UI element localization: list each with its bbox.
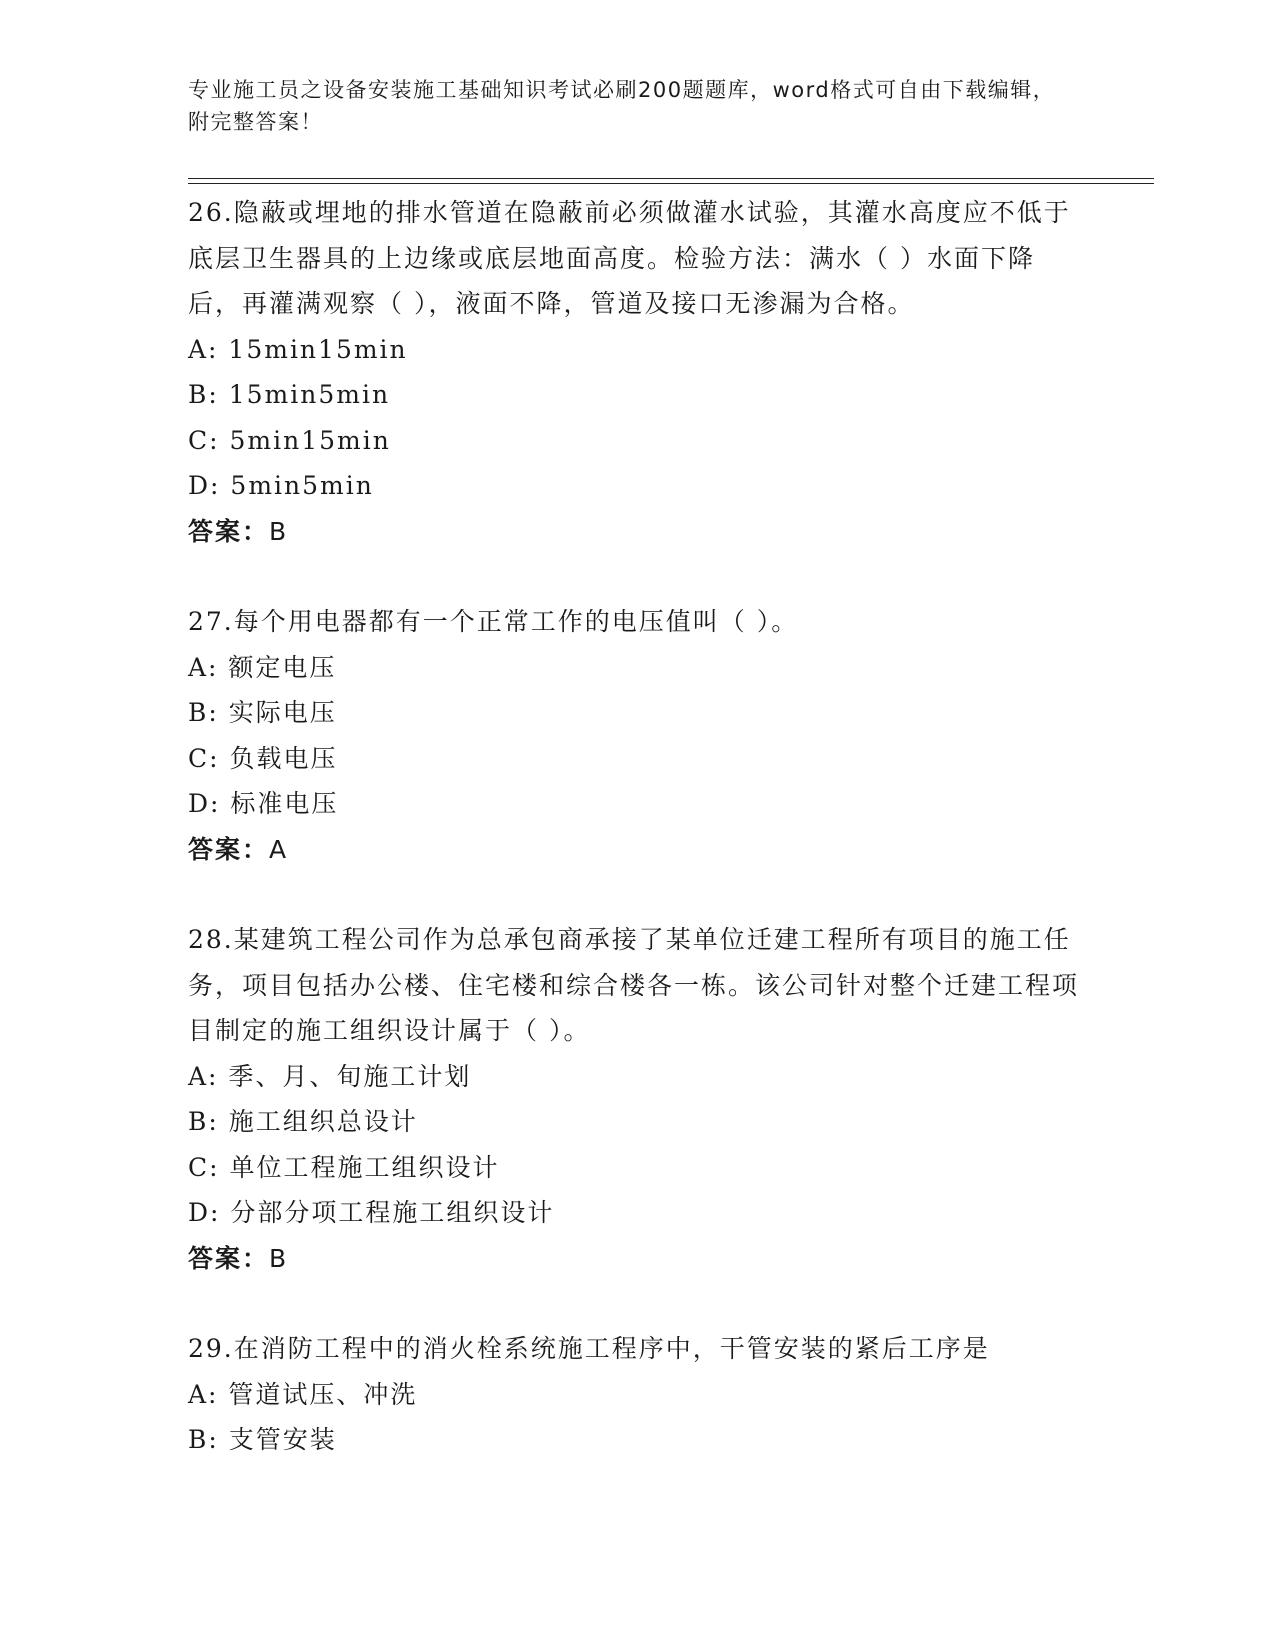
question-28 — [188, 917, 1088, 1281]
answer-label: 答案： — [188, 516, 270, 546]
option-c: C: 5min15min — [188, 425, 391, 455]
option-d: D: 分部分项工程施工组织设计 — [188, 1198, 555, 1227]
option-b: B: 实际电压 — [188, 698, 337, 727]
header-divider-top — [188, 178, 1154, 179]
document-title: 专业施工员之设备安装施工基础知识考试必刷200题题库，word格式可自由下载编辑，附完整答案！ — [188, 78, 1056, 134]
option-a: A: 额定电压 — [188, 652, 337, 682]
answer-label: 答案： — [188, 1243, 270, 1273]
answer-line — [188, 827, 1088, 873]
option-a: A: 15min15min — [188, 334, 408, 364]
question-27 — [188, 599, 1088, 872]
option-a: A: 管道试压、冲洗 — [188, 1379, 418, 1409]
option-d: D: 5min5min — [188, 471, 374, 500]
option-a: A: 季、月、旬施工计划 — [188, 1061, 472, 1091]
question-text: 27.每个用电器都有一个正常工作的电压值叫（ ）。 — [188, 607, 799, 636]
question-29 — [188, 1326, 1088, 1463]
answer-line — [188, 509, 1088, 555]
option-b: B: 施工组织总设计 — [188, 1107, 418, 1136]
option-b: B: 支管安装 — [188, 1425, 337, 1454]
header-divider-bottom — [188, 183, 1154, 184]
option-c: C: 负载电压 — [188, 743, 338, 773]
answer-line — [188, 1236, 1088, 1282]
answer-value: A — [269, 834, 289, 864]
question-list — [188, 190, 1088, 1508]
question-text: 26.隐蔽或埋地的排水管道在隐蔽前必须做灌水试验，其灌水高度应不低于底层卫生器具的上边缘或底层地面高度。检验方法：满水（ ）水面下降后，再灌满观察（ ），液面不降，管道及接口无渗漏为合格。 — [188, 198, 1071, 318]
option-b: B: 15min5min — [188, 380, 391, 409]
option-c: C: 单位工程施工组织设计 — [188, 1152, 500, 1182]
document-header — [188, 74, 1068, 138]
answer-value: B — [269, 516, 289, 546]
answer-label: 答案： — [188, 834, 270, 864]
question-text: 29.在消防工程中的消火栓系统施工程序中，干管安装的紧后工序是 — [188, 1334, 990, 1363]
question-26 — [188, 190, 1088, 554]
question-text: 28.某建筑工程公司作为总承包商承接了某单位迁建工程所有项目的施工任务，项目包括办公楼、住宅楼和综合楼各一栋。该公司针对整个迁建工程项目制定的施工组织设计属于（ ）。 — [188, 925, 1080, 1045]
option-d: D: 标准电压 — [188, 789, 339, 818]
answer-value: B — [269, 1243, 289, 1273]
